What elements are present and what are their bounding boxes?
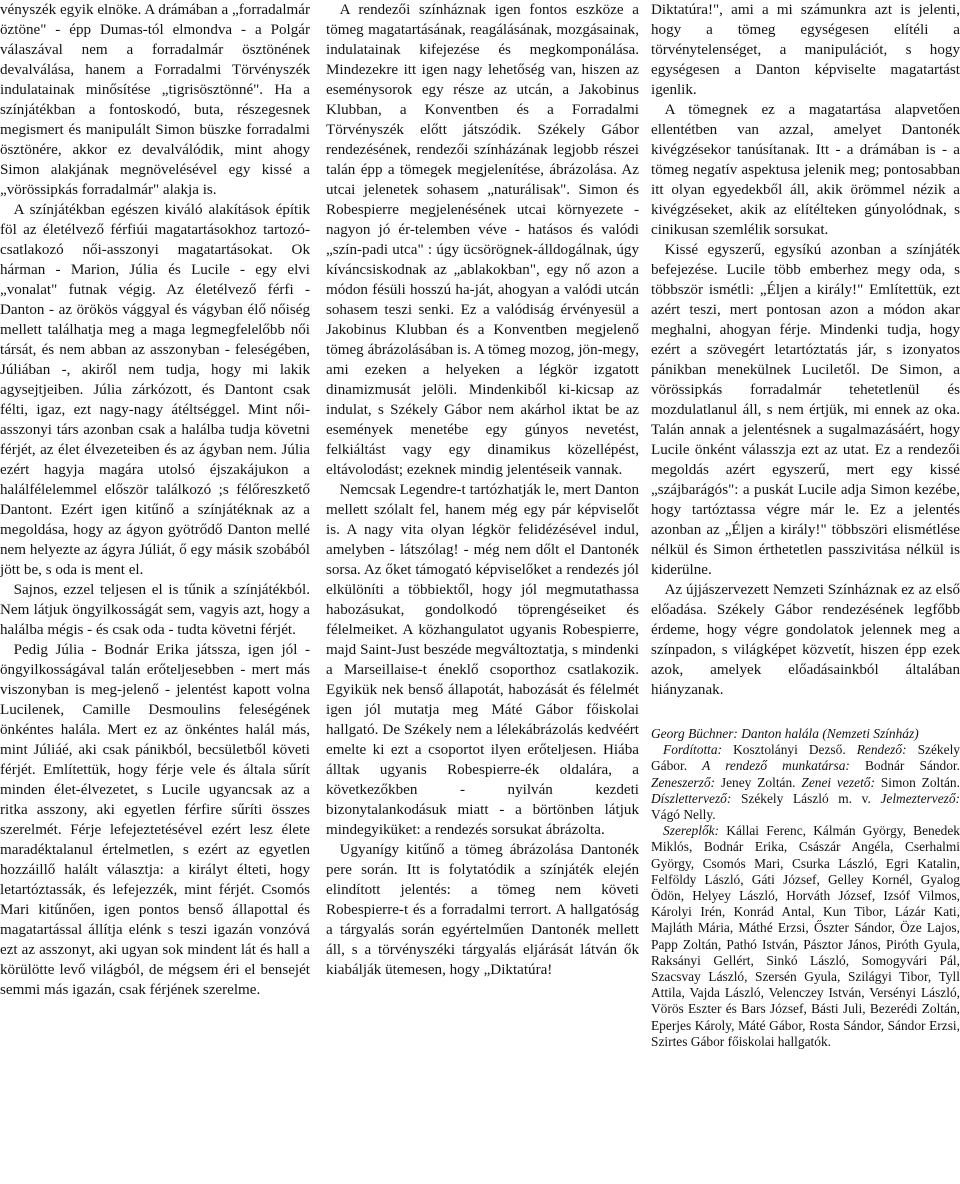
paragraph: Kissé egyszerű, egysíkú azonban a színjáték befejezése. Lucile több emberhez megy oda, s többször ismétli: „Éljen a király!" Említettük, ezt azért teszi, mert pontosan azon a módon akar meghalni, ahogyan férje. Mindenki tudja, hogy ezért a szövegért letartóztatás jár, s izonyatos pánikban menekülnek Luciletől. De Simon, a vörössipkás forradalmár tehetetlenül és mozdulatlanul áll, s nem értjük, mi ennek az oka. Talán annak a jelentésnek a sugalmazásáért, hogy Lucile önként válasszja ezt az utat. Ez a rendezői megoldás azért egyszerű, mert egy kissé „szájbarágós": a puskát Lucile adja Simon kezébe, hogy tartóztassa végre már le. Ez a jelentés azonban az „Éljen a király!" többszöri elismétlése nélkül és Simon érthetetlen passzivitása nélkül is kiderülne. <box>651 242 960 578</box>
set-designer: Székely László m. v. <box>740 790 871 806</box>
paragraph: Sajnos, ezzel teljesen el is tűnik a színjátékból. Nem látjuk öngyilkosságát sem, vagyis azt, hogy a halálba mégis - és csak oda - tudta követni férjét. <box>0 582 310 638</box>
cast-list <box>651 823 960 1050</box>
translator-label: Fordította: <box>663 742 723 758</box>
assistant: Bodnár Sándor. <box>864 758 960 774</box>
set-label: Díszlettervező: <box>651 790 732 806</box>
paragraph: Pedig Júlia - Bodnár Erika játssza, igen jól - öngyilkosságával talán erőteljesebben - mert más viszonyban is meg-jelenő - jelentést kapott volna Lucilenek, Camille Desmoulins feleségének önkéntes halála. Mert ez az önkéntes halál más, mint Júliáé, aki csak pánikból, becsületből követi férjét. Említettük, hogy férje vele és általa sűrít minden élet-élvezetet, s Lucile ugyancsak az a ritka asszony, aki egyetlen férfire sűríti összes szerelmét. Férje lefejeztetésével ezért lesz élete maradéktalanul értelmetlen, s ezért az egyetlen hozzáillő halált választja: a királyt élteti, hogy letartóztassák, és lefejezzék, mint férjét. Csomós Mari kitűnően, igen pontos benső állapottal és magatartással állítja elénk s teszi igazán vonzóvá ezt az asszonyt, aki ugyan sok mindent lát és hall a körülötte levő világból, de mégsem éri el bensejét semmi más igazán, csak férjének szerelme. <box>0 642 310 998</box>
assistant-label: A rendező munkatársa: <box>702 758 850 774</box>
composer-label: Zeneszerző: <box>651 774 715 790</box>
cast-label: Szereplők: <box>663 823 720 839</box>
composer: Jeney Zoltán. <box>720 774 796 790</box>
paragraph: vényszék egyik elnöke. A drámában a „forradalmár öztöne" - épp Dumas-tól elmondva - a Polgár válaszával nem a forradalmár ösztönének devalválása, hanem a Forradalmi Törvényszék indulatainak minősítése „tigrisösztönné". Ha a színjátékban a fontoskodó, buta, részegesnek megismert és manipulált Simon büszke forradalmi ösztönére, akkor ez devalválódik, mint ahogy Simon alakjának megnövelésével egy kissé a „vörössipkás forradalmár" alakja is. <box>0 2 310 198</box>
paragraph: Nemcsak Legendre-t tartózhatják le, mert Danton mellett szólalt fel, hanem még egy pár képviselőt is. A nagy vita olyan légkör felidézésével indul, amelyben - látszólag! - még nem dőlt el Dantonék sorsa. Az őket támogató képviselőket a rendezés jól elkülöníti a többiektől, hogy jól megmutathassa habozásukat, gondolkodó töprengéseiket és félelmeiket. A közhangulatot ugyanis Robespierre, majd Saint-Just beszéde megváltoztatja, s mindenki a Marseillaise-t éneklő csoporthoz csatlakozik. Egyikük nek benső állapotát, habozását és félelmét igen jól mutatja meg Máté Gábor főiskolai hallgató. De Székely nem a lélekábrázolás kedvéért emelte ki ezt a csoportot ilyen erőteljesen. Hiába álltak ugyanis Robespierre-ék oldalára, a következőkben - nyilván kezdeti bizonytalankodásuk miatt - a börtönben látjuk mindegyiküket: a rendezés sorsukat ábrázolta. <box>326 482 639 838</box>
credits-body <box>651 742 960 823</box>
production-credits <box>651 726 960 1050</box>
paragraph: A rendezői színháznak igen fontos eszköze a tömeg magatartásának, reagálásának, mozgásainak, indulatainak kifejezése és megkomponálása. Mindezekre itt igen nagy lehetőség van, hiszen az eseménysorok egy része az utcán, a Jakobinus Klubban, a Konventben és a Forradalmi Törvényszék előtt játszódik. Székely Gábor rendezésének, rendezői színházának legjobb részei talán épp a tömegek megjelenítése, ábrázolása. Az utcai jelenetek sohasem „naturálisak". Simon és Robespierre megjelenésének utcai környezete - nagyon jó ér-telemben véve - hatásos és valódi „szín-padi utca" : úgy ücsörögnek-álldogálnak, úgy kíváncsiskodnak az „ablakokban", egy nő azon a módon fésüli hosszú ha-ját, ahogyan a valódi utcán sohasem teszi senki. Ez a valódiság érvényesül a Jakobinus Klubban és a Konventben megjelenő tömeg ábrázolásában is. A tömeg mozog, jön-megy, ami ezeken a helyeken a légkör izgatott dinamizmusát jelöli. Mindenkiből ki-kicsap az indulat, s Székely Gábor nem akárhol iktat be az események menetébe egy gúnyos nevetést, felkiáltást vagy egy dinamikus közellépést, eltávolodást; ezeknek mindig jelentéseik vannak. <box>326 2 639 478</box>
music-director: Simon Zoltán. <box>880 774 960 790</box>
paragraph: A színjátékban egészen kiváló alakítások építik föl az életélvező férfiúi magatartásokhoz tartozó-csatlakozó női-asszonyi magatartásokat. Ok hárman - Marion, Júlia és Lucile - egy elvi „vonalat" futnak végig. Az életélvező férfi - Danton - az örökös vággyal és vágyban élő nőiség mellett találhatja meg a maga legmegfelelőbb női társát, és nem abban az asszonyban - feleségében, Júliában -, akiről nem tudja, hogy mi lakik agysejtjeiben. Júlia zárkózott, és Dantont csak félti, igaz, ezt nagy-nagy átéltséggel. Mint női-asszonyi társ azonban csak a halálba tudja követni férjét, az élet élvezeteiben és az ágyban nem. Júlia ezért hagyja magára utolsó éjszakájukon a halálfélelemmel először találkozó ;s félőreszkető Dantont. Ezért igen kitűnő a színjátéknak az a megoldása, hogy az ágyon gyötrődő Danton mellé nem helyezte az ágyra Júliát, ő egy másik szobából jött be, s oda is ment el. <box>0 202 310 578</box>
director: Székely Gábor. <box>651 742 960 774</box>
column-1 <box>0 0 310 1184</box>
credits-title: Georg Büchner: Danton halála (Nemzeti Színház) <box>651 726 919 741</box>
cast: Kállai Ferenc, Kálmán György, Benedek Miklós, Bodnár Erika, Császár Angéla, Cserhalmi György, Csomós Mari, Csurka László, Egri Katalin, Felföldy László, Gáti József, Gelley Kornél, Gyalog Ödön, Helyey László, Horváth József, Izsóf Vilmos, Károlyi Irén, Konrád Antal, Kun Tibor, Lázár Kati, Majláth Mária, Máthé Erzsi, Őszter Sándor, Öze Lajos, Papp Zoltán, Pathó István, Pásztor János, Piróth Gyula, Raksányi Gellért, Sinkó László, Somogyvári Pál, Szacsvay László, Szersén Gyula, Szilágyi Tibor, Tyll Attila, Vajda László, Velenczey István, Versényi László, Vörös Eszter és Bars József, Básti Juli, Bezerédi Zoltán, Eperjes Károly, Máté Gábor, Rosta Sándor, Sándor Erzsi, Szirtes Gábor főiskolai hallgatók. <box>651 823 960 1049</box>
paragraph: Az újjászervezett Nemzeti Színháznak ez az első előadása. Székely Gábor rendezésének legfőbb érdeme, hogy végre gondolatok jelennek meg a színpadon, s világképet közvetít, hiszen épp ezek azok, amelyek előadásainkból általában hiányzanak. <box>651 582 960 698</box>
paragraph: Ugyanígy kitűnő a tömeg ábrázolása Dantonék pere során. Itt is folytatódik a színjáték elején elindított jelentés: a tömeg nem követi Robespierre-t és a forradalmi terrort. A hallgatóság a tárgyalás során egyértelműen Dantonék mellett áll, s a törvényszéki tárgyalás eljárását látván ők kiabálják ütemesen, hogy „Diktatúra! <box>326 842 639 978</box>
costume-label: Jelmeztervező: <box>880 790 960 806</box>
paragraph: A tömegnek ez a magatartása alapvetően ellentétben van azzal, amelyet Dantonék kivégzésekor tanúsítanak. Itt - a drámában is - a tömeg negatív aspektusa jelenik meg; pontosabban itt olyan egyedekből áll, akik örömmel nézik a kivégzéseket, akik az elítélteken gúnyolódnak, s cinikusan szemlélik sorsukat. <box>651 102 960 238</box>
director-label: Rendező: <box>856 742 907 758</box>
translator: Kosztolányi Dezső. <box>733 742 846 758</box>
music-label: Zenei vezető: <box>801 774 875 790</box>
costume-designer: Vágó Nelly. <box>651 807 716 823</box>
column-3 <box>651 0 960 1184</box>
paragraph: Diktatúra!", ami a mi számunkra azt is jelenti, hogy a tömeg egységesen elítéli a törvénytelenséget, a manipulációt, s hogy egységesen a Danton képviselte magatartást igenlik. <box>651 2 960 98</box>
column-2 <box>326 0 639 1184</box>
